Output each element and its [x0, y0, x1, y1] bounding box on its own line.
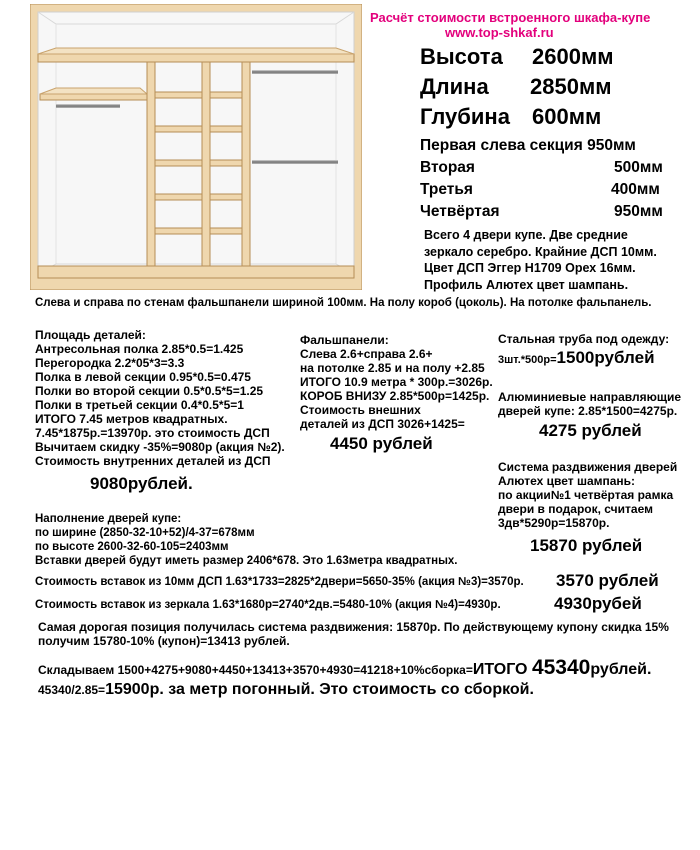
panels-block: Фальшпанели: Слева 2.6+справа 2.6+ на потолке 2.85 и на полу +2.85 ИТОГО 10.9 метра * 300р.=3026р. КОРОБ ВНИЗУ 2.85*500р=1425р. Стоимость внешних деталей из ДСП 3026+1425= — [300, 333, 493, 431]
partition-1 — [147, 62, 155, 266]
filling-block: Наполнение дверей купе: по ширине (2850-32-10+52)/4-37=678мм по высоте 2600-32-60-105=2403мм Вставки дверей будут иметь размер 2406*678. Это 1.63метра квадратных. — [35, 513, 458, 567]
left-shelf — [40, 94, 147, 100]
section-3-value: 400мм — [611, 181, 660, 198]
site-link[interactable]: www.top-shkaf.ru — [445, 25, 554, 40]
panels-price: 4450 рублей — [330, 434, 433, 453]
guides-price: 4275 рублей — [539, 421, 642, 440]
left-clothes-rod — [56, 104, 120, 108]
partition-2 — [202, 62, 210, 266]
doors-description: Всего 4 двери купе. Две средние зеркало серебро. Крайние ДСП 10мм. Цвет ДСП Эггер Н1709 Орех 16мм. Профиль Алютех цвет шампань. — [424, 228, 657, 292]
mezzanine-shelf — [38, 54, 354, 62]
dimension-length: Длина 2850мм — [420, 74, 612, 99]
section-1: Первая слева секция 950мм — [420, 137, 636, 154]
dimension-height: Высота 2600мм — [420, 44, 614, 69]
page-title: Расчёт стоимости встроенного шкафа-купе — [370, 10, 651, 25]
system-block: Система раздвижения дверей Алютех цвет шампань: по акции№1 четвёртая рамка двери в подарок, считаем 3дв*5290р=15870р. — [498, 460, 678, 530]
dimension-depth: Глубина 600мм — [420, 104, 602, 129]
plinth — [38, 266, 354, 278]
details-block: Площадь деталей: Антресольная полка 2.85*0.5=1.425 Перегородка 2.2*05*3=3.3 Полка в левой секции 0.95*0.5=0.475 Полки во второй секции 0.5*0.5*5=1.25 Полки в третьей секции 0.4*0.5*5=1 ИТОГО 7.45 метров квадратных. 7.45*1875р.=13970р. это стоимость ДСП Вычитаем скидку -35%=9080р (акция №2). Стоимость внутренних деталей из ДСП — [35, 328, 285, 468]
total-line: Складываем 1500+4275+9080+4450+13413+3570+4930=41218+10%сборка=ИТОГО 45340рублей. — [38, 656, 652, 679]
details-price: 9080рублей. — [90, 474, 193, 493]
section-4-value: 950мм — [614, 203, 663, 220]
section-2-label: Вторая — [420, 159, 475, 176]
inserts-mirror-price: 4930рубей — [554, 594, 642, 613]
wall-note: Слева и справа по стенам фальшпанели шириной 100мм. На полу короб (цоколь). На потолке фальпанель. — [35, 297, 652, 309]
section-4-label: Четвёртая — [420, 203, 500, 220]
system-price: 15870 рублей — [530, 536, 643, 555]
right-lower-rod — [252, 160, 338, 164]
section-3-label: Третья — [420, 181, 473, 198]
right-upper-rod — [252, 70, 338, 74]
pipe-title: Стальная труба под одежду: — [498, 332, 670, 346]
inserts-dsp-text: Стоимость вставок из 10мм ДСП 1.63*1733=2825*2двери=5650-35% (акция №3)=3570р. — [35, 576, 524, 588]
inserts-mirror-text: Стоимость вставок из зеркала 1.63*1680р=2740*2дв.=5480-10% (акция №4)=4930р. — [35, 599, 501, 611]
partition-3 — [242, 62, 250, 266]
inserts-dsp-price: 3570 рублей — [556, 571, 659, 590]
wardrobe-drawing — [30, 4, 362, 290]
expensive-note: Самая дорогая позиция получилась система раздвижения: 15870р. По действующему купону скидка 15% получим 15780-10% (купон)=13413 рублей. — [38, 620, 669, 648]
section-2-value: 500мм — [614, 159, 663, 176]
per-meter-line: 45340/2.85=15900р. за метр погонный. Это стоимость со сборкой. — [38, 681, 534, 698]
pipe-cost: 3шт.*500р=1500рублей — [498, 348, 655, 367]
guides-block: Алюминиевые направляющие дверей купе: 2.85*1500=4275р. — [498, 390, 682, 418]
